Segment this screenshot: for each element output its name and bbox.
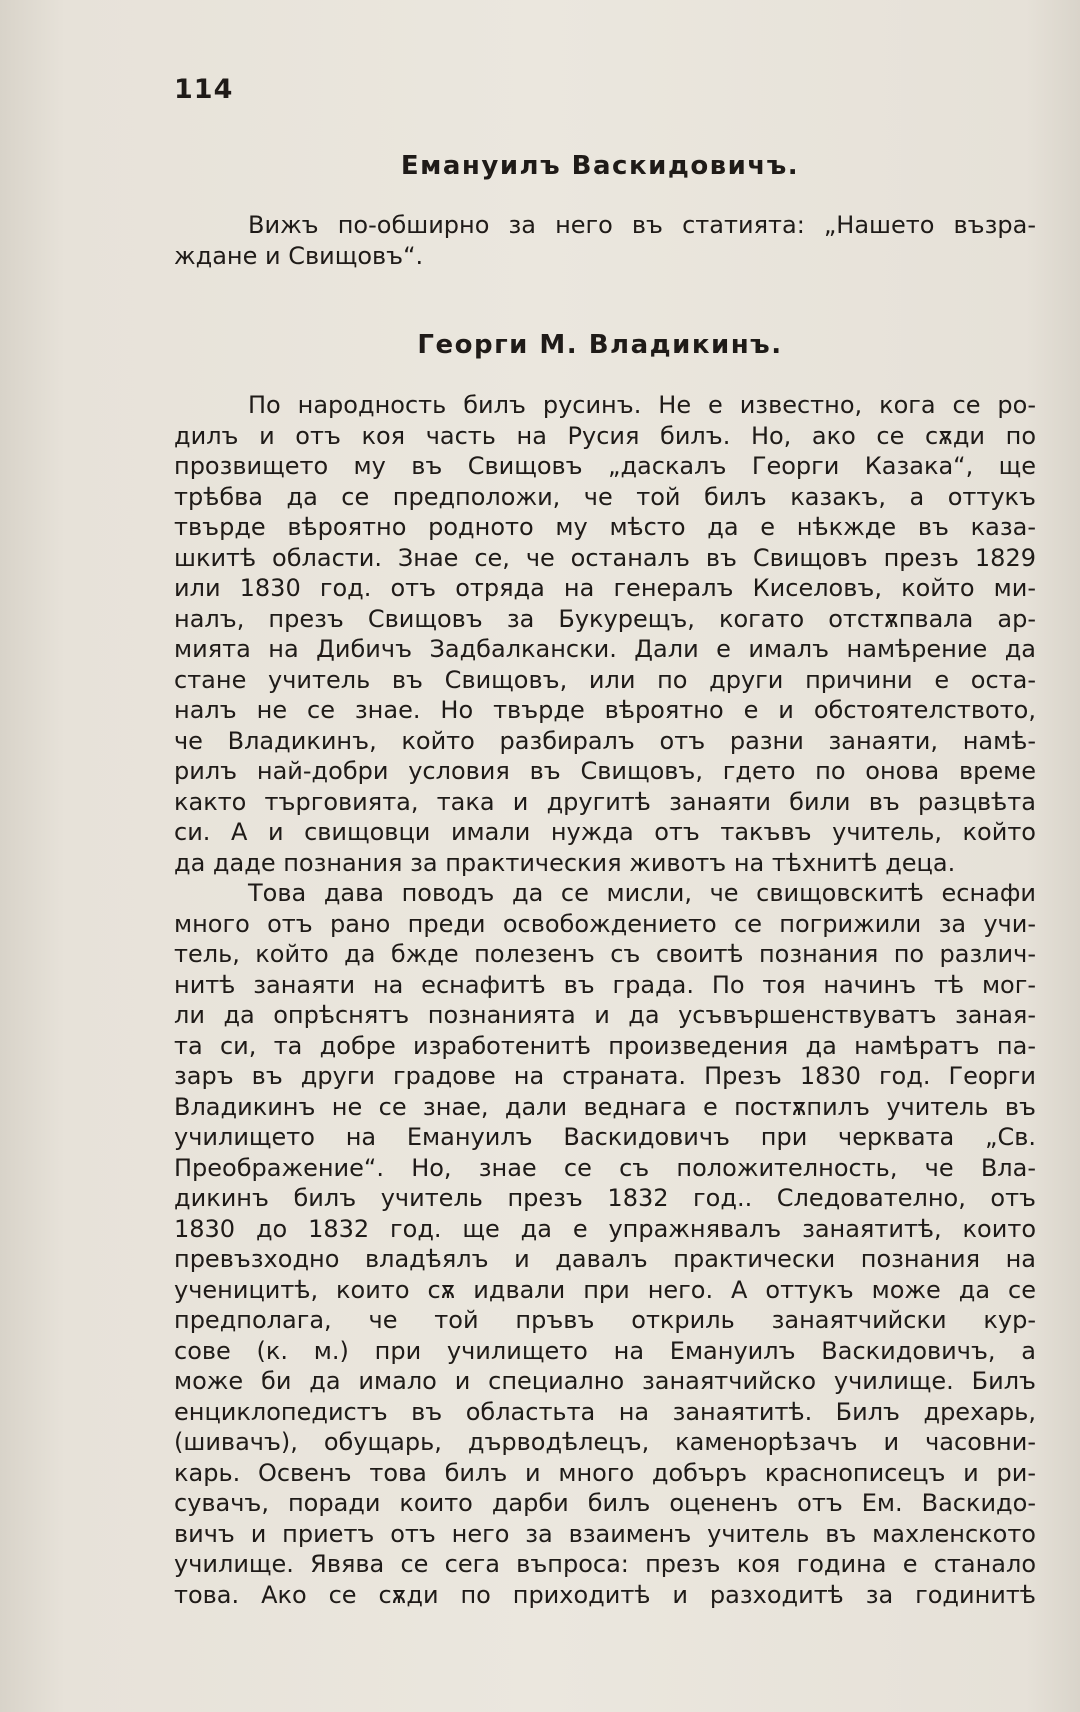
text-line: предполага, че той пръвъ откриль занаятчийски кур- [174,1306,1036,1334]
heading-emanuil-vaskidovich: Емануилъ Васкидовичъ. [400,151,800,181]
text-line: стане учитель въ Свищовъ, или по други причини е оста- [174,665,1036,694]
text-line: превъзходно владѣялъ и давалъ практически познания на [174,1245,1036,1273]
text-line: налъ не се знае. Но твърде вѣроятно е и обстоятелството, [174,696,1036,724]
text-line: или 1830 год. отъ отряда на генералъ Киселовъ, който ми- [174,574,1036,602]
heading-georgi-vladikin: Георги М. Владикинъ. [417,330,783,360]
text-line: сове (к. м.) при училището на Емануилъ Васкидовичъ, а [174,1336,1036,1365]
text-line: та си, та добре изработенитѣ произведения да намѣратъ па- [174,1031,1036,1060]
text-line: дикинъ билъ учитель презъ 1832 год.. Следователно, отъ [174,1184,1036,1212]
text-line: много отъ рано преди освобождението се погрижили за учи- [174,909,1036,938]
text-line: сувачъ, поради които дарби билъ оцененъ отъ Ем. Васкидо- [174,1489,1036,1517]
text-line: може би да имало и специално занаятчийско училище. Билъ [174,1367,1036,1395]
text-line: прозвището му въ Свищовъ „даскалъ Георги Казака“, ще [174,452,1036,480]
text-line: че Владикинъ, който разбиралъ отъ разни занаяти, намѣ- [174,726,1036,755]
text-line: дилъ и отъ коя часть на Русия билъ. Но, ако се сѫди по [174,421,1036,450]
text-line: рилъ най-добри условия въ Свищовъ, гдето по онова време [174,757,1036,785]
text-line: енциклопедистъ въ областьта на занаятитѣ. Билъ дрехарь, [174,1397,1036,1426]
text-line: Това дава поводъ да се мисли, че свищовскитѣ еснафи [248,879,1036,907]
page-number: 114 [174,74,234,105]
text-line: карь. Освенъ това билъ и много добъръ краснописецъ и ри- [174,1458,1036,1487]
text-line: ли да опрѣснятъ познанията и да усъвършенствуватъ заная- [174,1001,1036,1029]
text-line: Преображение“. Но, знае се съ положителность, че Вла- [174,1153,1036,1182]
text-line: ученицитѣ, които сѫ идвали при него. А оттукъ може да се [174,1275,1036,1304]
text-line: Вижъ по-обширно за него въ статията: „Нашето възра- [248,211,1036,239]
text-line: както търговията, така и другитѣ занаяти били въ разцвѣта [174,787,1036,816]
text-line: мията на Дибичъ Задбалкански. Дали е ималъ намѣрение да [174,635,1036,663]
see-also-paragraph [174,210,1036,271]
text-line: Владикинъ не се знае, дали веднага е постѫпилъ учитель въ [174,1092,1036,1121]
text-line: ждане и Свищовъ“. [174,241,424,270]
text-line: си. А и свищовци имали нужда отъ такъвъ учитель, който [174,818,1036,846]
main-body-text [174,390,1036,1610]
text-line: По народность билъ русинъ. Не е известно, кога се ро- [248,391,1036,419]
text-line: налъ, презъ Свищовъ за Букурещъ, когато отстѫпвала ар- [174,604,1036,633]
text-line: тель, който да бжде полезенъ съ своитѣ познания по различ- [174,940,1036,968]
text-line: (шивачъ), обущарь, дърводѣлецъ, каменорѣзачъ и часовни- [174,1428,1036,1456]
text-line: твърде вѣроятно родното му мѣсто да е нѣкжде въ каза- [174,513,1036,541]
text-line: нитѣ занаяти на еснафитѣ въ града. По тоя начинъ тѣ мог- [174,970,1036,999]
text-line: училище. Явява се сега въпроса: презъ коя година е станало [174,1550,1036,1578]
text-line: училището на Емануилъ Васкидовичъ при черквата „Св. [174,1123,1036,1151]
text-line: това. Ако се сѫди по приходитѣ и разходитѣ за годинитѣ [174,1580,1036,1609]
text-line: трѣбва да се предположи, че той билъ казакъ, а оттукъ [174,482,1036,511]
text-line: да даде познания за практическия животъ на тѣхнитѣ деца. [174,848,956,877]
text-line: шкитѣ области. Знае се, че останалъ въ Свищовъ презъ 1829 [174,543,1036,572]
text-line: 1830 до 1832 год. ще да е упражнявалъ занаятитѣ, които [174,1214,1036,1243]
text-line: вичъ и приетъ отъ него за взаименъ учитель въ махленското [174,1519,1036,1548]
text-line: заръ въ други градове на страната. Презъ 1830 год. Георги [174,1062,1036,1090]
